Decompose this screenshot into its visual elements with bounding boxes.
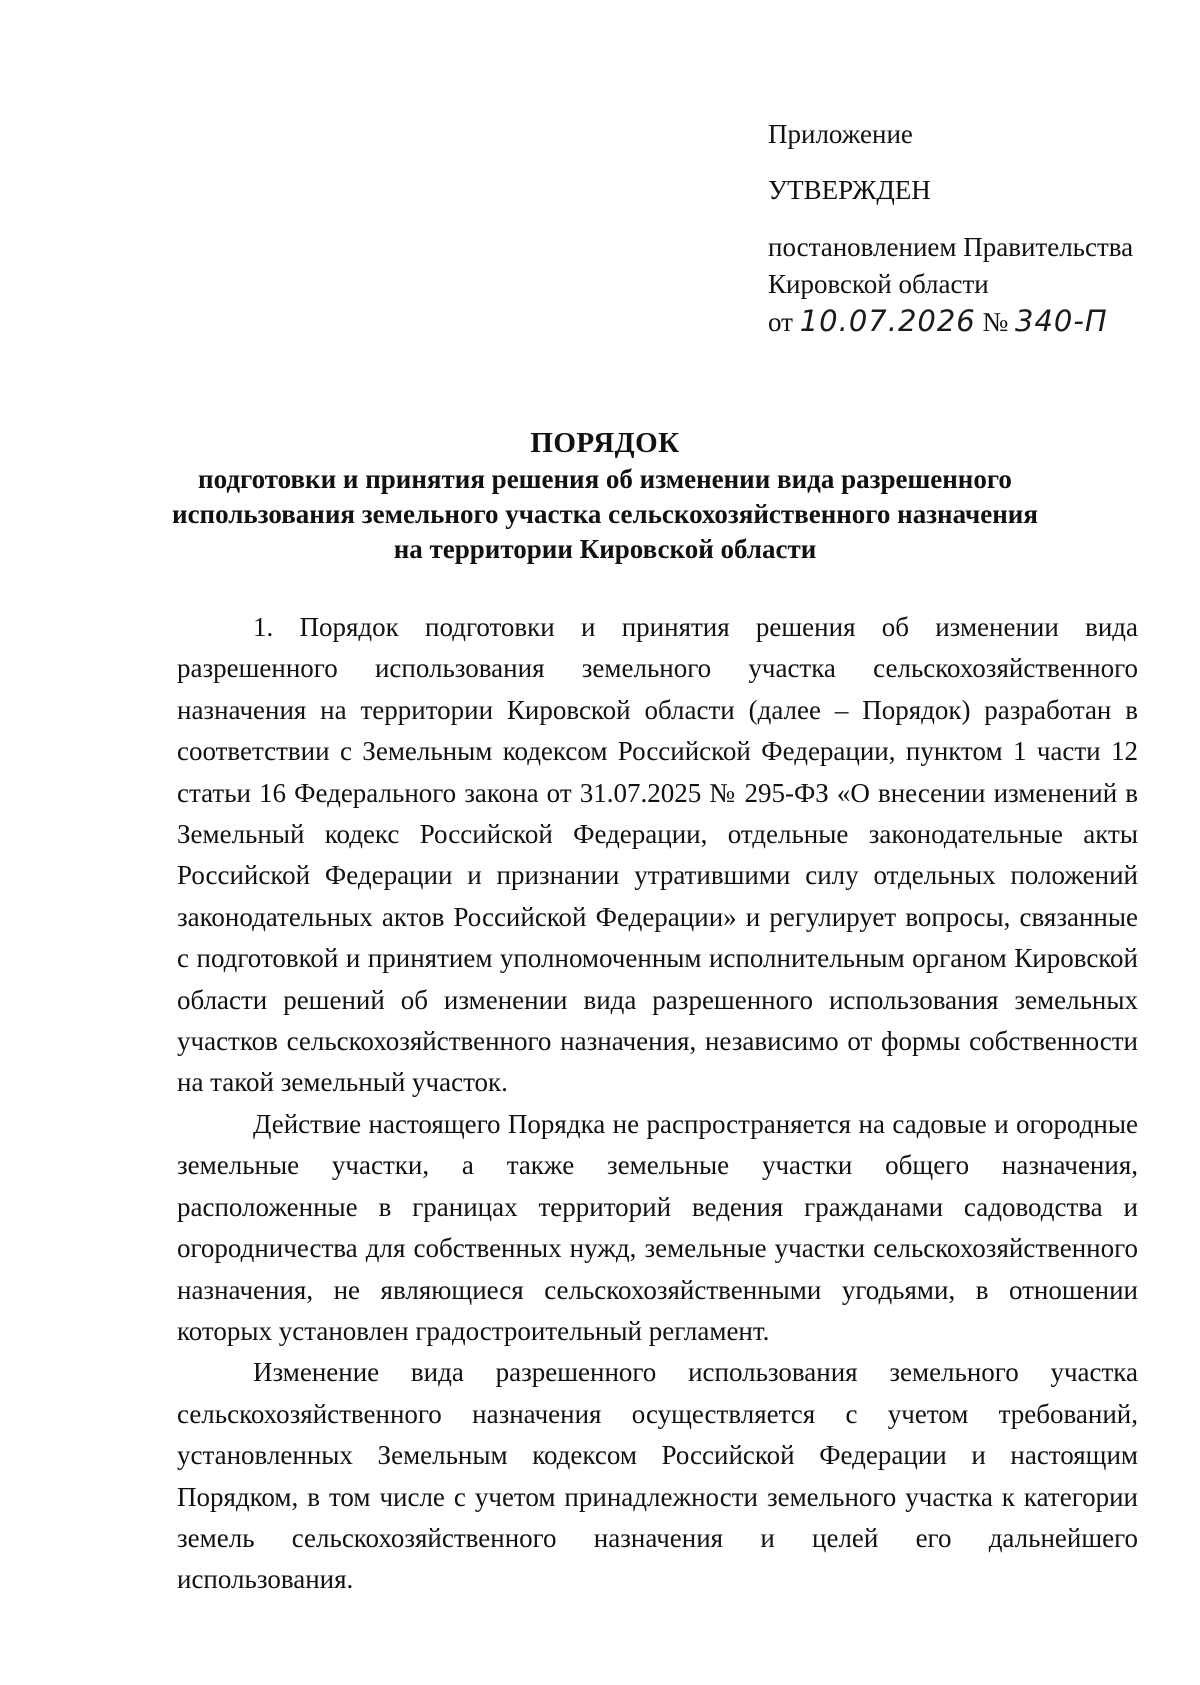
document-subtitle-line-3: на территории Кировской области xyxy=(393,534,817,564)
handwritten-date: 10.07.2026 xyxy=(799,304,976,338)
document-body xyxy=(177,607,1138,1601)
document-title-block xyxy=(150,424,1060,567)
approved-label: УТВЕРЖДЕН xyxy=(768,175,931,205)
paragraph-1: 1. Порядок подготовки и принятия решения об изменении вида разрешенного использования земельного участка сельскохозяйственного назначения на территории Кировской области (далее – Порядок) разработан в соответствии с Земельным кодексом Российской Федерации, пунктом 1 части 12 статьи 16 Федерального закона от 31.07.2025 № 295-ФЗ «О внесении изменений в Земельный кодекс Российской Федерации, отдельные законодательные акты Российской Федерации и признании утратившими силу отдельных положений законодательных актов Российской Федерации» и регулирует вопросы, связанные с подготовкой и принятием уполномоченным исполнительным органом Кировской области решений об изменении вида разрешенного использования земельных участков сельскохозяйственного назначения, независимо от формы собственности на такой земельный участок. xyxy=(177,612,1138,1098)
decree-reference xyxy=(768,229,1168,341)
paragraph-3: Изменение вида разрешенного использования земельного участка сельскохозяйственного назначения осуществляется с учетом требований, установленных Земельным кодексом Российской Федерации и настоящим Порядком, в том числе с учетом принадлежности земельного участка к категории земель сельскохозяйственного назначения и целей его дальнейшего использования. xyxy=(177,1357,1138,1595)
document-subtitle-line-2: использования земельного участка сельскохозяйственного назначения xyxy=(172,499,1038,529)
document-title: ПОРЯДОК xyxy=(530,427,680,459)
approval-block xyxy=(768,116,1168,341)
date-prefix: от xyxy=(768,307,793,337)
document-subtitle-line-1: подготовки и принятия решения об изменении вида разрешенного xyxy=(198,464,1012,494)
decree-line-1: постановлением Правительства xyxy=(768,232,1134,262)
appendix-label: Приложение xyxy=(768,119,913,149)
handwritten-number: 340-П xyxy=(1015,304,1108,338)
decree-date-line xyxy=(768,303,1168,341)
paragraph-2: Действие настоящего Порядка не распространяется на садовые и огородные земельные участки, а также земельные участки общего назначения, расположенные в границах территорий ведения гражданами садоводства и огородничества для собственных нужд, земельные участки сельскохозяйственного назначения, не являющиеся сельскохозяйственными угодьями, в отношении которых установлен градостроительный регламент. xyxy=(177,1108,1138,1346)
number-prefix: № xyxy=(982,307,1009,337)
decree-line-2: Кировской области xyxy=(768,269,989,299)
